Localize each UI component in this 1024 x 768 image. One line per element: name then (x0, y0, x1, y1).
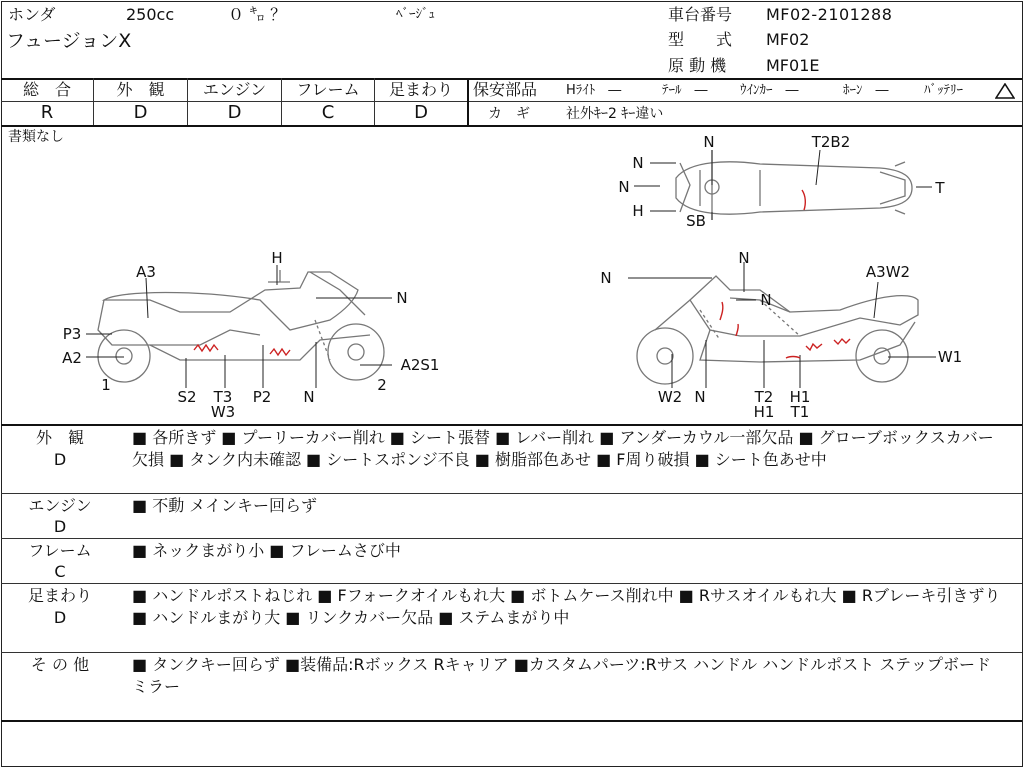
remarks-divider-3 (1, 583, 1022, 584)
remark-frame-label: フレーム (28, 541, 92, 560)
right-label-n2: N (738, 249, 750, 267)
remark-exterior-grade: D (53, 450, 67, 469)
frame-no: MF02-2101288 (766, 5, 893, 24)
left-label-p2: P2 (252, 388, 272, 406)
top-label-h: H (632, 202, 644, 220)
left-label-a2s1: A2S1 (400, 356, 440, 374)
left-label-2: 2 (377, 376, 387, 394)
top-label-sb: SB (686, 212, 706, 230)
remark-suspension-label: 足まわり (27, 586, 92, 605)
grade-overall-value: R (40, 102, 54, 123)
left-label-a3: A3 (136, 263, 156, 281)
grade-overall-label: 総 合 (22, 80, 71, 99)
safety-headlight: Hﾗｲﾄ ― (566, 83, 622, 98)
left-label-t3: T3 (213, 388, 233, 406)
remark-engine-label: エンジン (28, 496, 92, 515)
top-label-t: T (935, 179, 945, 197)
right-label-n4: N (694, 388, 706, 406)
grade-engine-label: エンジン (202, 80, 267, 99)
remark-engine-text: ■ 不動 メインキー回らず (132, 496, 317, 515)
remark-frame-text: ■ ネックまがり小 ■ フレームさび中 (132, 541, 401, 560)
remark-suspension-grade: D (53, 608, 67, 627)
grade-exterior-value: D (133, 102, 148, 123)
mileage: ０ ㌔ ？ (228, 5, 287, 24)
grade-col-line (467, 78, 469, 125)
right-label-a3w2: A3W2 (865, 263, 911, 281)
left-label-1: 1 (101, 376, 111, 394)
remarks-divider-4 (1, 652, 1022, 653)
grade-exterior-label: 外 観 (116, 80, 165, 99)
safety-taillight: ﾃｰﾙ ― (662, 83, 708, 98)
remarks-divider-1 (1, 493, 1022, 494)
color: ﾍﾞｰｼﾞｭ (396, 7, 435, 22)
engine-model-label: 原 動 機 (668, 56, 727, 75)
maker: ホンダ (8, 5, 56, 24)
grade-frame-value: C (321, 102, 335, 123)
right-label-h1b: H1 (753, 403, 775, 421)
right-label-w1: W1 (937, 348, 963, 366)
right-label-h1a: H1 (789, 388, 811, 406)
diagram-bottom-divider (1, 424, 1022, 426)
left-label-h: H (271, 249, 283, 267)
left-label-w3: W3 (210, 403, 236, 421)
safety-row-divider (468, 101, 1022, 102)
grade-suspension-value: D (414, 102, 428, 123)
engine-model-value: MF01E (766, 56, 820, 75)
left-label-a2: A2 (62, 349, 82, 367)
remark-frame-grade: C (54, 562, 66, 581)
top-label-t2b2: T2B2 (811, 133, 851, 151)
remarks-bottom-divider (1, 720, 1022, 722)
right-label-t1: T1 (790, 403, 810, 421)
left-label-s2: S2 (177, 388, 197, 406)
remark-suspension-text: ■ ハンドルポストねじれ ■ Fフォークオイルもれ大 ■ ボトムケース削れ中 ■ Rサスオイルもれ大 ■ Rブレーキ引きずり ■ ハンドルまがり大 ■ リンクカバー欠品 ■ ステムまがり中 (132, 586, 1001, 627)
safety-title: 保安部品 (473, 80, 538, 99)
remark-exterior-text: ■ 各所きず ■ プーリーカバー削れ ■ シート張替 ■ レバー削れ ■ アンダーカウル一部欠品 ■ グローブボックスカバー欠損 ■ タンク内未確認 ■ シートスポンジ不良 ■ 樹脂部色あせ ■ F周り破損 ■ シート色あせ中 (132, 428, 994, 469)
model-name: フュージョンX (6, 30, 132, 52)
remark-engine-grade: D (53, 517, 67, 536)
displacement: 250cc (126, 5, 175, 24)
top-label-n2: N (618, 178, 630, 196)
remark-other-label: そ の 他 (30, 655, 90, 674)
top-label-n3: N (703, 133, 715, 151)
remark-other-text: ■ タンクキー回らず ■装備品:Rボックス Rキャリア ■カスタムパーツ:Rサス ハンドル ハンドルポスト ステップボード ミラー (132, 655, 992, 696)
key-label: カ ギ (488, 106, 530, 122)
top-label-n1: N (632, 154, 644, 172)
right-label-n3: N (760, 291, 772, 309)
grade-frame-label: フレーム (296, 80, 360, 99)
right-label-t2: T2 (754, 388, 774, 406)
frame-no-label: 車台番号 (668, 5, 733, 24)
warning-triangle-icon (995, 83, 1015, 99)
grade-engine-value: D (227, 102, 242, 123)
type-label: 型 式 (668, 30, 733, 49)
right-label-w2: W2 (657, 388, 683, 406)
safety-winker: ｳｲﾝｶｰ ― (740, 83, 799, 98)
left-label-n2: N (303, 388, 315, 406)
right-label-n1: N (600, 269, 612, 287)
grade-suspension-label: 足まわり (388, 80, 453, 99)
remark-exterior-label: 外 観 (35, 428, 84, 447)
left-label-n1: N (396, 289, 408, 307)
left-label-p3: P3 (62, 325, 82, 343)
documents-note: 書類なし (8, 129, 64, 145)
key-value: 社外ｷｰ2 ｷｰ違い (566, 106, 664, 122)
safety-horn: ﾎｰﾝ ― (843, 83, 889, 98)
remarks-divider-2 (1, 538, 1022, 539)
type-value: MF02 (766, 30, 810, 49)
safety-battery: ﾊﾞｯﾃﾘｰ (924, 83, 963, 98)
